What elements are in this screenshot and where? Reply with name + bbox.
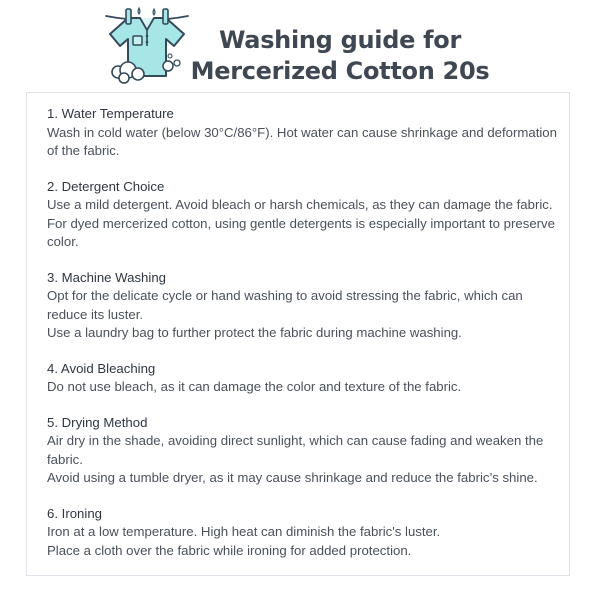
section-text: For dyed mercerized cotton, using gentle detergents is especially important to preserve color. [47,215,555,249]
section-text: Use a mild detergent. Avoid bleach or harsh chemicals, as they can damage the fabric. [47,197,553,212]
section-text: Air dry in the shade, avoiding direct sunlight, which can cause fading and weaken the fabric. [47,433,544,467]
section-ironing [47,505,569,561]
section-avoid-bleaching [47,360,569,397]
section-text: Use a laundry bag to further protect the fabric during machine washing. [47,325,462,340]
page-header [0,0,600,92]
section-drying-method [47,414,569,488]
title-line-2: Mercerized Cotton 20s [190,57,490,85]
section-heading: 4. Avoid Bleaching [47,360,156,376]
section-heading: 1. Water Temperature [47,106,174,121]
section-text: Opt for the delicate cycle or hand washing to avoid stressing the fabric, which can reduce its luster. [47,288,523,322]
section-heading: 5. Drying Method [47,414,148,430]
section-machine-washing [47,269,569,343]
section-heading: 6. Ironing [47,505,102,521]
section-water-temperature [47,105,569,161]
section-text: Iron at a low temperature. High heat can diminish the fabric's luster. [47,524,441,539]
shirt-on-clothesline-icon [104,6,190,88]
section-detergent-choice [47,178,569,252]
section-heading: 2. Detergent Choice [47,178,165,194]
section-text: Avoid using a tumble dryer, as it may cause shrinkage and reduce the fabric’s shine. [47,470,538,485]
section-text: Do not use bleach, as it can damage the color and texture of the fabric. [47,379,462,394]
page-title [190,25,490,87]
title-line-1: Washing guide for [218,26,461,54]
section-text: Place a cloth over the fabric while ironing for added protection. [47,542,412,558]
guide-card [26,92,570,576]
section-heading: 3. Machine Washing [47,269,166,285]
section-text: Wash in cold water (below 30°C/86°F). Hot water can cause shrinkage and deformation of the fabric. [47,124,557,158]
